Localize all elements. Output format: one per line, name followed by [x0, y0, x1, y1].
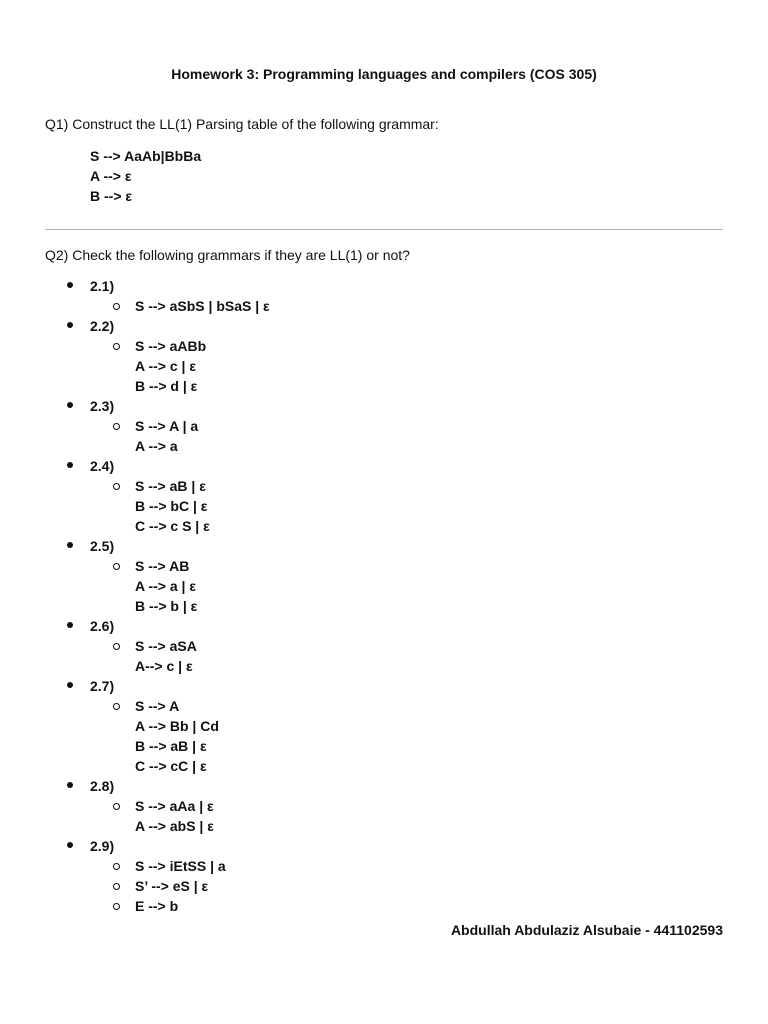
- grammar-rule: C --> cC | ε: [135, 758, 207, 774]
- q2-grammar: [0, 636, 768, 676]
- circle-bullet-icon: [113, 803, 120, 810]
- circle-bullet-icon: [113, 343, 120, 350]
- grammar-rule: A --> c | ε: [135, 358, 196, 374]
- grammar-rule: S --> iEtSS | a: [135, 858, 226, 874]
- q2-item: [0, 676, 768, 776]
- circle-bullet-icon: [113, 903, 120, 910]
- q2-grammar: [0, 476, 768, 536]
- q2-grammar: [0, 896, 768, 916]
- q2-item-label: 2.3): [90, 398, 115, 414]
- question-2: Q2) Check the following grammars if they are LL(1) or not?: [45, 247, 410, 263]
- circle-bullet-icon: [113, 303, 120, 310]
- q1-grammar-rule: B --> ε: [90, 188, 133, 204]
- q2-item: [0, 276, 768, 316]
- bullet-icon: [67, 622, 73, 628]
- circle-bullet-icon: [113, 863, 120, 870]
- question-1: Q1) Construct the LL(1) Parsing table of the following grammar:: [45, 116, 439, 132]
- grammar-rule: A --> a | ε: [135, 578, 196, 594]
- q2-grammar: [0, 336, 768, 396]
- q2-item: [0, 396, 768, 456]
- grammar-rule: A --> abS | ε: [135, 818, 214, 834]
- q2-grammar: [0, 876, 768, 896]
- q2-item: [0, 776, 768, 836]
- grammar-rule: A --> a: [135, 438, 178, 454]
- q2-grammar: [0, 556, 768, 616]
- page-title: Homework 3: Programming languages and compilers (COS 305): [171, 66, 597, 82]
- q2-grammar: [0, 416, 768, 456]
- grammar-rule: A --> Bb | Cd: [135, 718, 219, 734]
- q2-item: [0, 536, 768, 616]
- grammar-rule: S --> aABb: [135, 338, 207, 354]
- circle-bullet-icon: [113, 643, 120, 650]
- q2-item: [0, 456, 768, 536]
- q2-grammar: [0, 796, 768, 836]
- circle-bullet-icon: [113, 563, 120, 570]
- grammar-rule: C --> c S | ε: [135, 518, 210, 534]
- q2-grammar-list: [0, 276, 768, 916]
- bullet-icon: [67, 402, 73, 408]
- q2-grammar: [0, 296, 768, 316]
- author-signature: Abdullah Abdulaziz Alsubaie - 441102593: [450, 922, 723, 938]
- grammar-rule: S --> AB: [135, 558, 190, 574]
- grammar-rule: B --> bC | ε: [135, 498, 208, 514]
- grammar-rule: S --> A | a: [135, 418, 199, 434]
- grammar-rule: B --> d | ε: [135, 378, 198, 394]
- q2-item-label: 2.2): [90, 318, 115, 334]
- q1-grammar-rule: A --> ε: [90, 168, 132, 184]
- bullet-icon: [67, 322, 73, 328]
- q2-item-label: 2.6): [90, 618, 115, 634]
- q2-item-label: 2.7): [90, 678, 115, 694]
- grammar-rule: S --> aSA: [135, 638, 197, 654]
- circle-bullet-icon: [113, 883, 120, 890]
- q2-item: [0, 616, 768, 676]
- grammar-rule: S --> aSbS | bSaS | ε: [135, 298, 270, 314]
- grammar-rule: B --> aB | ε: [135, 738, 207, 754]
- q2-grammar: [0, 696, 768, 776]
- circle-bullet-icon: [113, 423, 120, 430]
- bullet-icon: [67, 782, 73, 788]
- grammar-rule: S --> A: [135, 698, 180, 714]
- q2-item: [0, 836, 768, 916]
- q2-item-label: 2.1): [90, 278, 115, 294]
- bullet-icon: [67, 842, 73, 848]
- grammar-rule: E --> b: [135, 898, 179, 914]
- section-divider: [45, 229, 723, 230]
- circle-bullet-icon: [113, 483, 120, 490]
- grammar-rule: B --> b | ε: [135, 598, 198, 614]
- circle-bullet-icon: [113, 703, 120, 710]
- q2-item-label: 2.8): [90, 778, 115, 794]
- bullet-icon: [67, 462, 73, 468]
- grammar-rule: S’ --> eS | ε: [135, 878, 209, 894]
- bullet-icon: [67, 542, 73, 548]
- q2-item-label: 2.4): [90, 458, 115, 474]
- q1-grammar-rule: S --> AaAb|BbBa: [90, 148, 202, 164]
- q2-item-label: 2.5): [90, 538, 115, 554]
- q2-grammar: [0, 856, 768, 876]
- q1-grammar: [90, 146, 201, 206]
- bullet-icon: [67, 282, 73, 288]
- grammar-rule: S --> aAa | ε: [135, 798, 214, 814]
- q2-item-label: 2.9): [90, 838, 115, 854]
- bullet-icon: [67, 682, 73, 688]
- grammar-rule: S --> aB | ε: [135, 478, 206, 494]
- q2-item: [0, 316, 768, 396]
- grammar-rule: A--> c | ε: [135, 658, 193, 674]
